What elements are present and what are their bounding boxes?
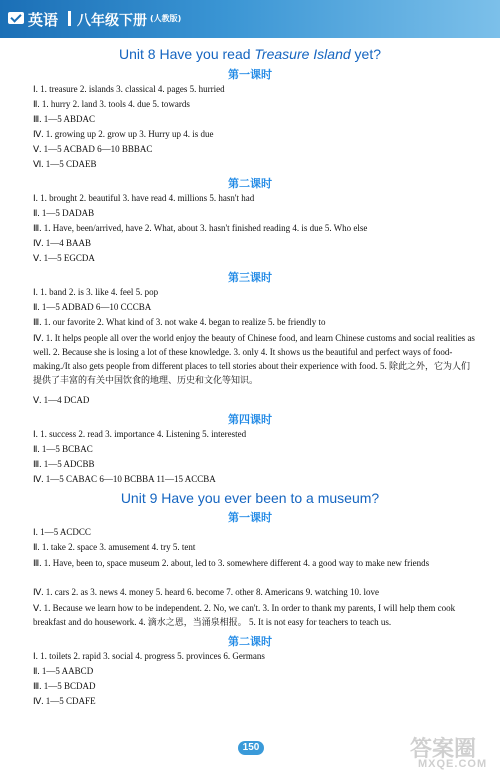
header-bar [0,0,500,38]
answer-line: Ⅲ. 1—5 BCDAD [33,681,96,691]
answer-line: Ⅳ. 1—5 CDAFE [33,696,96,706]
unit8-title: Unit 8 Have you read Treasure Island yet? [119,46,381,62]
answer-line: Ⅱ. 1. hurry 2. land 3. tools 4. due 5. towards [33,99,190,109]
answer-paragraph: Ⅴ. 1. Because we learn how to be independent. 2. No, we can't. 3. In order to thank my parents, I will help them cook breakfast and do housework. 4. 滴水之恩，当涌泉相报。 5. It is not easy for teachers to teach us. [33,603,456,627]
answer-line: Ⅴ. 1—5 ACBAD 6—10 BBBAC [33,144,153,154]
checkmark-logo-icon [8,12,24,24]
answer-line: Ⅰ. 1—5 ACDCC [33,527,91,537]
answer-line: Ⅱ. 1—5 BCBAC [33,444,93,454]
answer-line: Ⅳ. 1. cars 2. as 3. news 4. money 5. heard 6. become 7. other 8. Americans 9. watching 10. love [33,587,379,597]
watermark-url: MXQE.COM [418,758,488,770]
answer-line: Ⅳ. 1—5 CABAC 6—10 BCBBA 11—15 ACCBA [33,474,216,484]
answer-line: Ⅱ. 1. take 2. space 3. amusement 4. try 5. tent [33,542,196,552]
unit9-title: Unit 9 Have you ever been to a museum? [120,490,380,506]
unit9-lesson1-title: 第一课时 [228,511,272,524]
answer-line: Ⅴ. 1—5 EGCDA [33,253,95,263]
unit8-lesson1-title: 第一课时 [228,68,272,81]
answer-line: Ⅴ. 1—4 DCAD [33,395,90,405]
edition-label: (人教版) [150,14,182,23]
answer-line: Ⅳ. 1—4 BAAB [33,238,92,248]
answer-paragraph: Ⅳ. 1. It helps people all over the world enjoy the beauty of Chinese food, and learn Chinese customs and social realities as well. 2. Because she is losing a lot of these knowledge. 3. only 4. It shows us the beautiful and perfect ways of food-making./It also gets people from different places to tell stories about their experience with food. 5. 除此之外，它为人们提供了丰富的有关中国饮食的地理、历史和文化等知识。 [33,333,475,385]
header-divider [68,11,71,26]
answer-paragraph: Ⅲ. 1. Have, been to, space museum 2. about, led to 3. somewhere different 4. a good way to make new friends [33,558,430,568]
unit9-lesson2-title: 第二课时 [228,635,272,648]
subject-label: 英语 [28,11,59,29]
answer-line: Ⅱ. 1—5 DADAB [33,208,95,218]
answer-line: Ⅰ. 1. treasure 2. islands 3. classical 4. pages 5. hurried [33,84,225,94]
answer-line: Ⅵ. 1—5 CDAEB [33,159,97,169]
answer-line: Ⅱ. 1—5 AABCD [33,666,94,676]
answer-line: Ⅲ. 1—5 ADCBB [33,459,95,469]
answer-line: Ⅰ. 1. brought 2. beautiful 3. have read 4. millions 5. hasn't had [33,193,255,203]
answer-line: Ⅲ. 1. Have, been/arrived, have 2. What, about 3. hasn't finished reading 4. is due 5. Who else [33,223,368,233]
answer-line: Ⅰ. 1. band 2. is 3. like 4. feel 5. pop [33,287,159,297]
watermark-text: 答案圈 [410,737,477,762]
unit8-lesson3-title: 第三课时 [228,271,272,284]
answer-line: Ⅳ. 1. growing up 2. grow up 3. Hurry up 4. is due [33,129,214,139]
answer-line: Ⅱ. 1—5 ADBAD 6—10 CCCBA [33,302,152,312]
unit8-lesson2-title: 第二课时 [228,177,272,190]
answer-line: Ⅰ. 1. toilets 2. rapid 3. social 4. progress 5. provinces 6. Germans [33,651,265,661]
answer-line: Ⅲ. 1. our favorite 2. What kind of 3. not wake 4. began to realize 5. be friendly to [33,317,326,327]
book-title: 八年级下册 [77,13,147,29]
page-number: 150 [238,741,264,755]
answer-line: Ⅲ. 1—5 ABDAC [33,114,95,124]
answer-line: Ⅰ. 1. success 2. read 3. importance 4. Listening 5. interested [33,429,247,439]
unit8-lesson4-title: 第四课时 [228,413,272,426]
watermark [410,732,490,772]
